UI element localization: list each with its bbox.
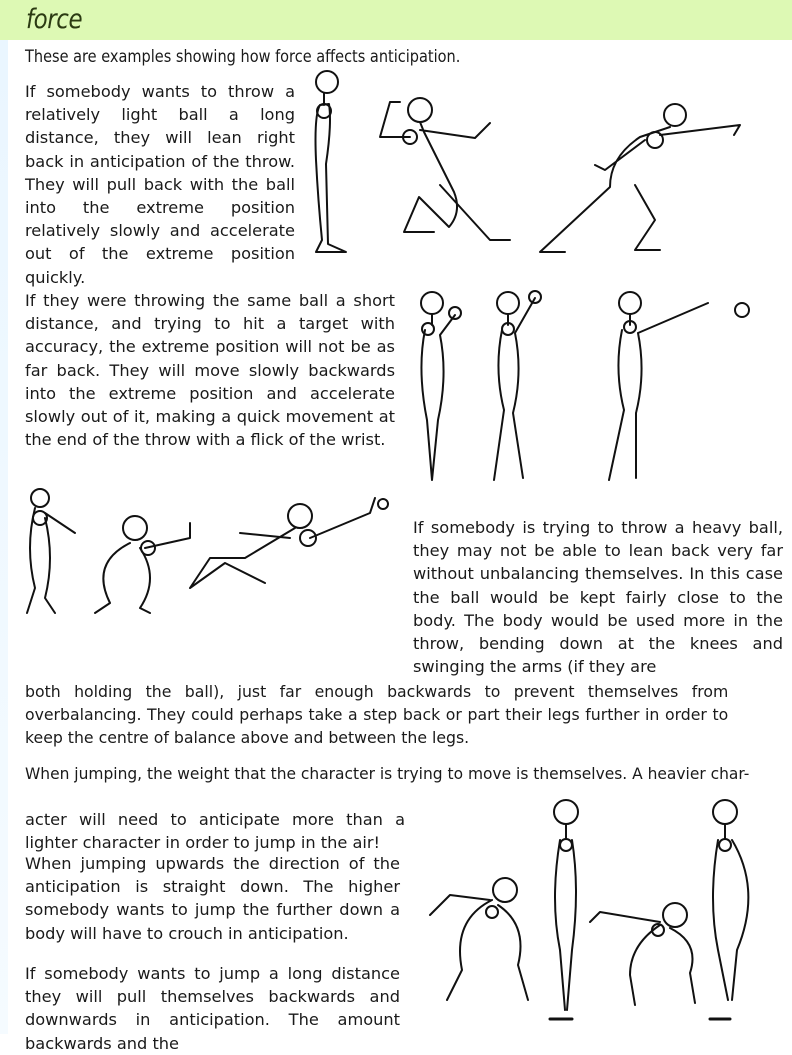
stick-figure-release xyxy=(540,104,740,252)
stick-figure-short-2 xyxy=(494,291,541,480)
jump-figure xyxy=(420,800,780,1025)
header-band xyxy=(0,0,792,40)
stick-figure-windup xyxy=(380,98,510,240)
stick-figure-standing xyxy=(316,71,347,252)
long-throw-figure xyxy=(300,65,792,265)
short-throw-figure xyxy=(410,285,770,485)
stick-figure-heavy-2 xyxy=(95,516,190,613)
intro-text: These are examples showing how force affects anticipation. xyxy=(25,47,461,66)
stick-figure-heavy-1 xyxy=(27,489,75,613)
paragraph-jumping-weight: acter will need to anticipate more than a lighter character in order to jump in the air! xyxy=(25,810,405,853)
ball xyxy=(378,499,388,509)
page-edge xyxy=(0,40,8,1034)
paragraph-light-ball-long: If somebody wants to throw a relatively light ball a long distance, they will lean right back in anticipation of the throw. They will pull back with the ball into the extreme position relatively slowly and accelerate out of the extreme position quickly. xyxy=(25,82,295,287)
stick-figure-crouch-3 xyxy=(590,903,695,1005)
paragraph-heavy-ball: If somebody is trying to throw a heavy ball, they may not be able to lean back very far without unbalancing themselves. In this case the ball would be kept fairly close to the body. The body would be used more in the throw, bending down at the knees and swinging the arms (if they are xyxy=(413,518,783,677)
stick-figure-stand-4 xyxy=(713,800,748,1000)
stick-figure-stand-2 xyxy=(554,800,578,1010)
paragraph-jump-long: If somebody wants to jump a long distance they will pull themselves backwards and downwards in anticipation. The amount backwards and the xyxy=(25,964,400,1053)
paragraph-short-distance: If they were throwing the same ball a short distance, and trying to hit a target with accuracy, the extreme position will not be as far back. They will move slowly backwards into the extreme position and accelerate slowly out of it, making a quick movement at the end of the throw with a flick of the wrist. xyxy=(25,291,395,450)
paragraph-jump-up: When jumping upwards the direction of the anticipation is straight down. The higher somebody wants to jump the further down a body will have to crouch in anticipation. xyxy=(25,854,400,943)
stick-figure-short-1 xyxy=(421,292,461,480)
paragraph-jumping-weight-line: When jumping, the weight that the character is trying to move is themselves. A heavier char- xyxy=(25,764,750,783)
page-title: force xyxy=(26,4,83,35)
heavy-throw-figure xyxy=(10,478,410,613)
stick-figure-heavy-3 xyxy=(190,498,375,588)
ball xyxy=(735,303,749,317)
stick-figure-short-3 xyxy=(609,292,708,480)
stick-figure-crouch-1 xyxy=(430,878,528,1000)
paragraph-heavy-ball-cont: both holding the ball), just far enough backwards to prevent themselves from overbalancing. They could perhaps take a step back or part their legs further in order to keep the centre of balance above and between the legs. xyxy=(25,682,729,748)
